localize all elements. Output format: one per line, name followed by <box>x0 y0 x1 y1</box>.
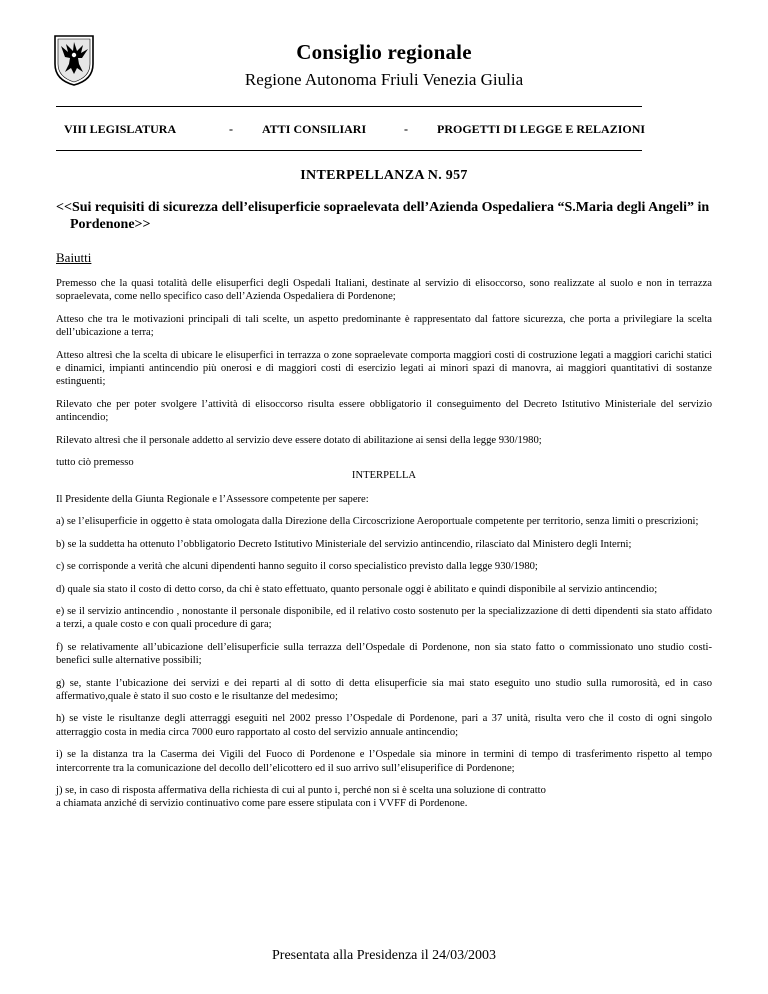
question-paragraph: a) se l’elisuperficie in oggetto è stata omologata dalla Direzione della Circoscrizione Aeroportuale competente per territorio, senza limiti o prescrizioni; <box>56 516 699 528</box>
document-subject: <<Sui requisiti di sicurezza dell’elisuperficie sopraelevata dell’Azienda Ospedaliera “S.Maria degli Angeli” in Pordenone>> <box>56 200 710 232</box>
question-paragraph: e) se il servizio antincendio , nonostante il personale disponibile, ed il relativo costo sostenuto per la specializzazione di detti dipendenti sia stato affidato a terzi, a quale costo e con quali procedure di gara; <box>56 605 712 631</box>
premise-paragraph: Atteso che tra le motivazioni principali di tali scelte, un aspetto predominante è rappresentato dal fattore sicurezza, che porta a privilegiare la scelta dell’ubicazione a terra; <box>56 313 712 339</box>
question-paragraph: b) se la suddetta ha ottenuto l’obbligatorio Decreto Istitutivo Ministeriale del servizio antincendio, rilasciato dal Ministero degli Interni; <box>56 538 632 550</box>
region-subtitle: Regione Autonoma Friuli Venezia Giulia <box>244 70 524 89</box>
question-j-line1: j) se, in caso di risposta affermativa della richiesta di cui al punto i, perché non si è scelta una soluzione di contratto <box>56 784 546 796</box>
atti-consiliari-label: ATTI CONSILIARI <box>262 122 367 136</box>
question-j-line <box>56 784 712 811</box>
separator: - <box>404 122 408 136</box>
document-body <box>56 277 712 811</box>
premise-paragraph: Rilevato altresì che il personale addetto al servizio deve essere dotato di abilitazione ai sensi della legge 930/1980; <box>56 434 542 446</box>
question-paragraph: i) se la distanza tra la Caserma dei Vigili del Fuoco di Pordenone e l’Ospedale sia minore in termini di tempo di trasferimento rispetto al tempo intercorrente tra la comunicazione del decollo dell’elicottero ed il suo arrivo sull’elisuperifice di Pordenone; <box>56 749 712 774</box>
legislatura-label: VIII LEGISLATURA <box>64 122 177 136</box>
council-title: Consiglio regionale <box>296 40 472 64</box>
separator: - <box>229 122 233 136</box>
question-paragraph: h) se viste le risultanze degli atterraggi eseguiti nel 2002 presso l’Ospedale di Pordenone, pari a 37 unità, risulta vero che il costo di ogni singolo atterraggio costa in media circa 7000 euro rapportato al costo del servizio annuale antincendio; <box>56 713 712 738</box>
question-j-line2: a chiamata anziché di servizio continuativo come pare essere stipulata con i VVFF di Pordenone. <box>56 798 468 810</box>
premise-paragraph: Premesso che la quasi totalità delle elisuperfici degli Ospedali Italiani, destinate al servizio di elisoccorso, sono realizzate al suolo e non in terrazza sopraelevata, come nello specifico caso dell’Azienda Ospedaliera di Pordenone; <box>56 278 712 303</box>
document-title: INTERPELLANZA N. 957 <box>300 168 468 183</box>
premise-conclusion: tutto ciò premesso <box>56 457 134 469</box>
question-paragraph: f) se relativamente all’ubicazione dell’elisuperficie sulla terrazza dell’Ospedale di Pordenone, non sia stato fatto o commissionato uno studio costi-benefici sulle alternative possibili; <box>56 641 712 667</box>
author-name: Baiutti <box>56 250 92 265</box>
question-paragraph: d) quale sia stato il costo di detto corso, da chi è stato effettuato, quanto personale oggi è abilitato e quindi disponibile al servizio antincendio; <box>56 583 658 595</box>
premise-paragraph: Atteso altresì che la scelta di ubicare le elisuperfici in terrazza o zone sopraelevate comporta maggiori costi di costruzione legati a maggiori carichi statici e dinamici, impianti antincendio più onerosi e di maggiori costi di esercizio legati ai minori spazi di manovra, ai maggiori quantitativi di sostanze estinguenti; <box>56 349 712 388</box>
presentation-date: Presentata alla Presidenza il 24/03/2003 <box>272 948 496 963</box>
question-paragraph: g) se, stante l’ubicazione dei servizi e dei reparti al di sotto di detta elisuperficie sia mai stato eseguito uno studio sulla rumorosità, ed in caso affermativo,quale è stato il suo costo e le risultanze del medesimo; <box>56 677 712 702</box>
interpella-heading: INTERPELLA <box>351 470 417 482</box>
recipients-paragraph: Il Presidente della Giunta Regionale e l’Assessore competente per sapere: <box>56 493 369 505</box>
progetti-label: PROGETTI DI LEGGE E RELAZIONI <box>437 122 646 136</box>
premise-paragraph: Rilevato che per poter svolgere l’attività di elisoccorso risulta essere obbligatorio il conseguimento del Decreto Istitutivo Ministeriale del servizio antincendio; <box>56 398 712 424</box>
header-divider-bottom <box>56 150 642 151</box>
legislature-bar <box>0 122 768 138</box>
question-paragraph: c) se corrisponde a verità che alcuni dipendenti hanno seguito il corso specialistico previsto dalla legge 930/1980; <box>56 561 538 573</box>
header-divider-top <box>56 106 642 107</box>
